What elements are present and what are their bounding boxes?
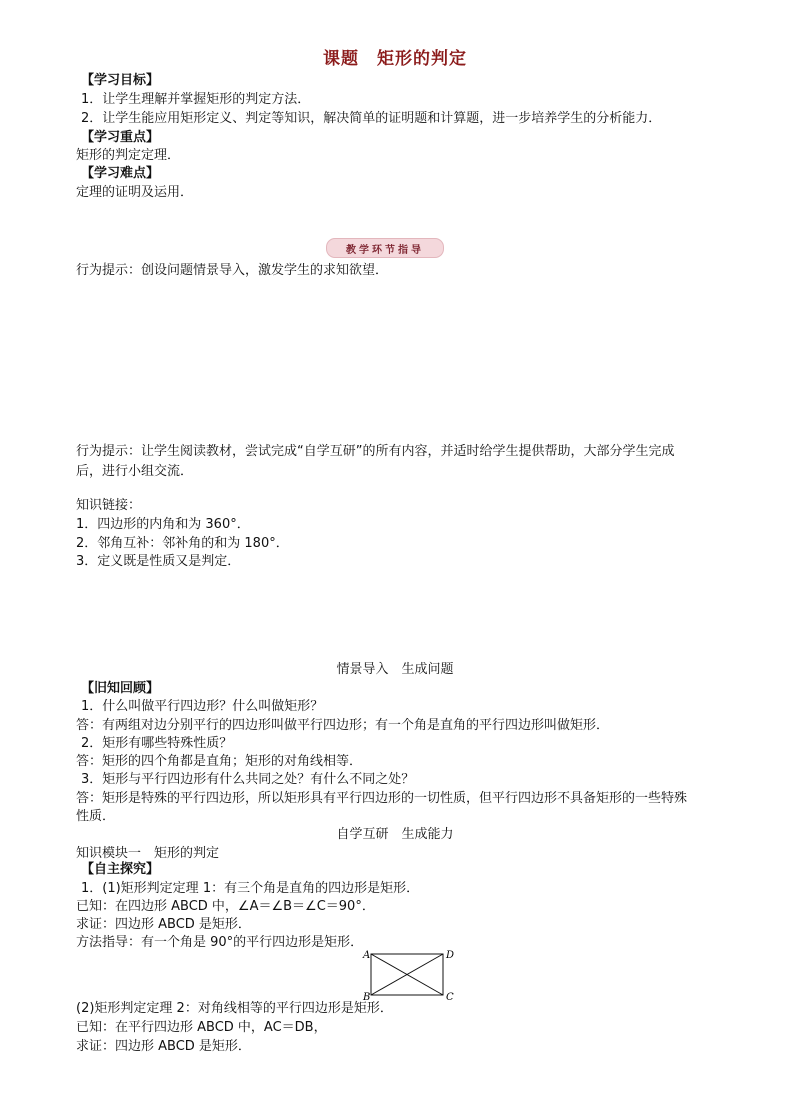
objective-item-2: 2．让学生能应用矩形定义、判定等知识，解决简单的证明题和计算题，进一步培养学生的分析能力． [81, 111, 662, 126]
vertex-label-a: A [363, 950, 371, 961]
review-heading: 【旧知回顾】 [81, 681, 160, 696]
prove-1: 求证：四边形 ABCD 是矩形． [76, 917, 251, 932]
vertex-label-b: B [363, 992, 371, 1003]
prove-2: 求证：四边形 ABCD 是矩形． [76, 1039, 251, 1054]
review-answer-1: 答：有两组对边分别平行的四边形叫做平行四边形；有一个角是直角的平行四边形叫做矩形． [76, 718, 610, 733]
given-1: 已知：在四边形 ABCD 中，∠A＝∠B＝∠C＝90°． [76, 899, 375, 914]
review-answer-3-line-2: 性质． [76, 809, 116, 824]
key-point-heading: 【学习重点】 [81, 130, 160, 145]
hint-1: 行为提示：创设问题情景导入，激发学生的求知欲望． [76, 263, 389, 278]
teaching-guide-badge [326, 238, 444, 258]
knowledge-link-item-1: 1．四边形的内角和为 360°． [76, 517, 250, 532]
theorem-1: 1．(1)矩形判定定理 1：有三个角是直角的四边形是矩形． [81, 881, 420, 896]
review-question-1: 1．什么叫做平行四边形？什么叫做矩形？ [81, 699, 324, 714]
section-2-title: 自学互研 生成能力 [336, 827, 454, 842]
review-question-3: 3．矩形与平行四边形有什么共同之处？有什么不同之处？ [81, 772, 415, 787]
review-answer-3-line-1: 答：矩形是特殊的平行四边形，所以矩形具有平行四边形的一切性质，但平行四边形不具备矩形的一些特殊 [76, 791, 688, 806]
explore-heading: 【自主探究】 [81, 862, 160, 877]
knowledge-link-heading: 知识链接： [76, 498, 142, 513]
page-title: 课题 矩形的判定 [323, 49, 467, 69]
teaching-guide-label: 教学环节指导 [346, 244, 424, 256]
rectangle-figure [360, 946, 462, 1004]
knowledge-link-item-2: 2．邻角互补：邻补角的和为 180°． [76, 536, 289, 551]
objective-item-1: 1．让学生理解并掌握矩形的判定方法． [81, 92, 311, 107]
objectives-heading: 【学习目标】 [81, 73, 160, 88]
vertex-label-d: D [446, 950, 455, 961]
review-answer-2: 答：矩形的四个角都是直角；矩形的对角线相等． [76, 754, 363, 769]
difficulty-text: 定理的证明及运用． [76, 185, 194, 200]
knowledge-link-item-3: 3．定义既是性质又是判定． [76, 554, 241, 569]
method-guidance: 方法指导：有一个角是 90°的平行四边形是矩形． [76, 935, 364, 950]
vertex-label-c: C [446, 992, 454, 1003]
difficulty-heading: 【学习难点】 [81, 166, 160, 181]
hint-2-line-1: 行为提示：让学生阅读教材，尝试完成“自学互研”的所有内容，并适时给学生提供帮助，大部分学生完成 [76, 444, 675, 459]
knowledge-module-1: 知识模块一 矩形的判定 [76, 846, 220, 861]
section-1-title: 情景导入 生成问题 [336, 662, 454, 677]
theorem-2: (2)矩形判定定理 2：对角线相等的平行四边形是矩形． [76, 1001, 393, 1016]
key-point-text: 矩形的判定定理． [76, 148, 181, 163]
review-question-2: 2．矩形有哪些特殊性质？ [81, 736, 233, 751]
given-2: 已知：在平行四边形 ABCD 中，AC＝DB， [76, 1020, 327, 1035]
hint-2-line-2: 后，进行小组交流． [76, 464, 194, 479]
